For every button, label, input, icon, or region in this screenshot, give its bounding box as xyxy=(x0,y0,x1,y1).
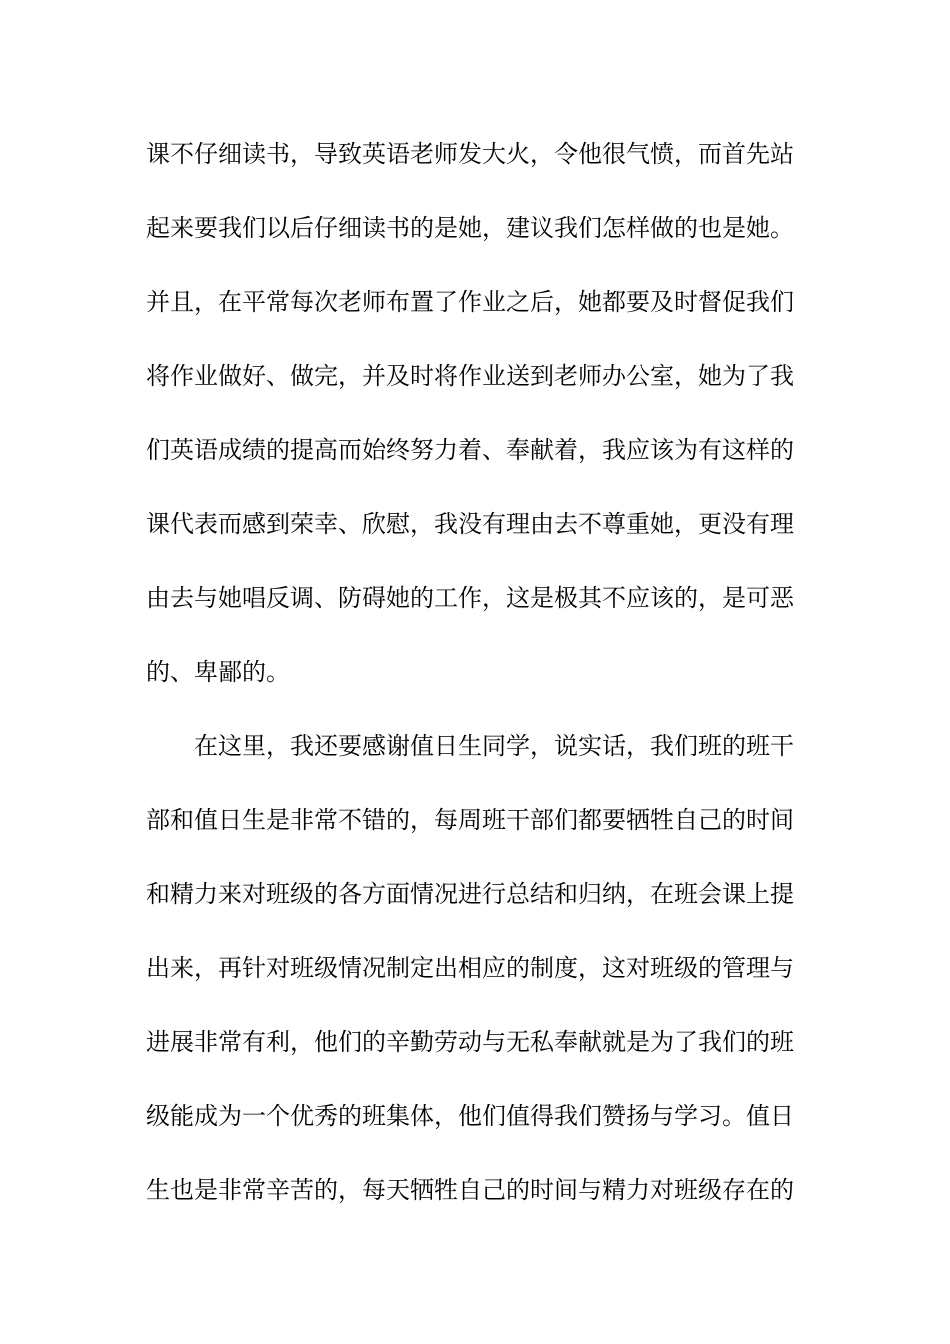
text-line: 和精力来对班级的各方面情况进行总结和归纳，在班会课上提 xyxy=(146,880,794,908)
text-line: 起来要我们以后仔细读书的是她，建议我们怎样做的也是她。 xyxy=(146,214,794,242)
paragraph-first-line: 在这里，我还要感谢值日生同学，说实话，我们班的班干 xyxy=(194,732,794,760)
text-line: 并且，在平常每次老师布置了作业之后，她都要及时督促我们 xyxy=(146,288,794,316)
text-line: 级能成为一个优秀的班集体，他们值得我们赞扬与学习。值日 xyxy=(146,1102,794,1130)
text-line: 将作业做好、做完，并及时将作业送到老师办公室，她为了我 xyxy=(146,362,794,390)
text-line: 课不仔细读书，导致英语老师发大火，令他很气愤，而首先站 xyxy=(146,140,794,168)
text-line: 进展非常有利，他们的辛勤劳动与无私奉献就是为了我们的班 xyxy=(146,1028,794,1056)
text-line: 由去与她唱反调、防碍她的工作，这是极其不应该的，是可恶 xyxy=(146,584,794,612)
text-line: 们英语成绩的提高而始终努力着、奉献着，我应该为有这样的 xyxy=(146,436,794,464)
text-line: 部和值日生是非常不错的，每周班干部们都要牺牲自己的时间 xyxy=(146,806,794,834)
text-line: 生也是非常辛苦的，每天牺牲自己的时间与精力对班级存在的 xyxy=(146,1176,794,1204)
text-line: 出来，再针对班级情况制定出相应的制度，这对班级的管理与 xyxy=(146,954,794,982)
text-line: 课代表而感到荣幸、欣慰，我没有理由去不尊重她，更没有理 xyxy=(146,510,794,538)
text-line: 的、卑鄙的。 xyxy=(146,658,290,686)
